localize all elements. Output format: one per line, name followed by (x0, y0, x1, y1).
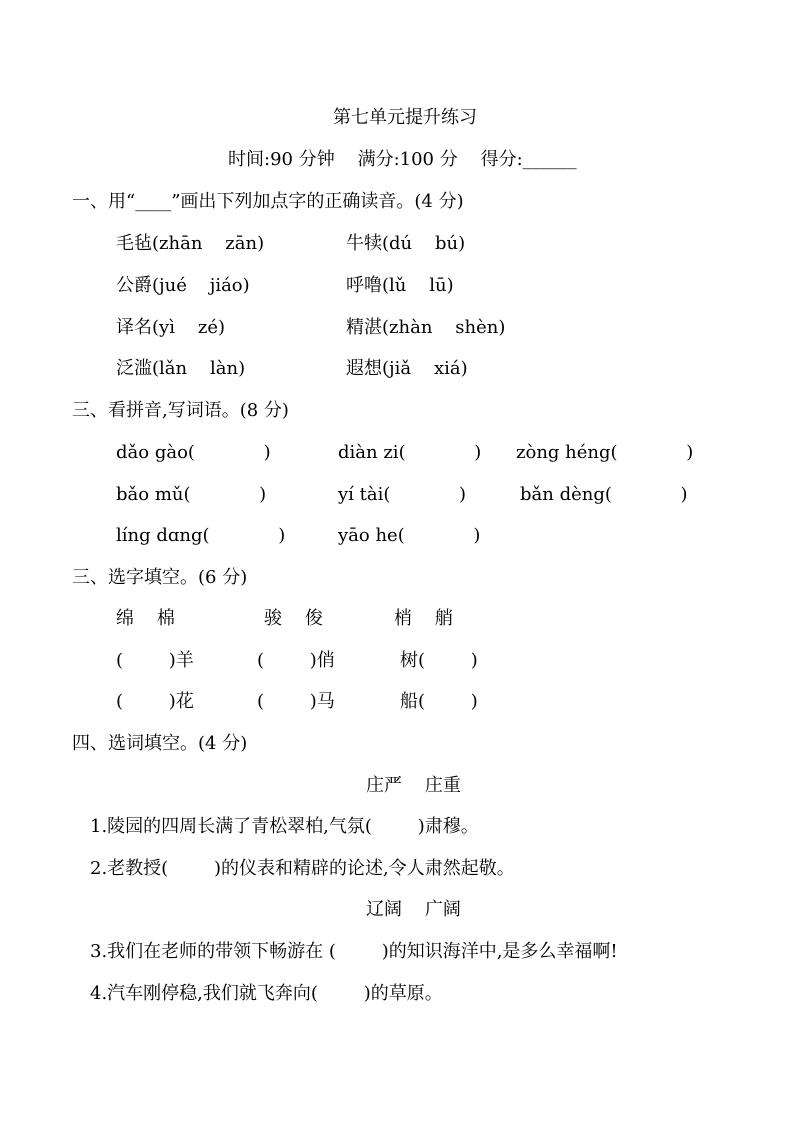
sentence-blank-1[interactable]: 1.陵园的四周长满了青松翠柏,气氛( )肃穆。 (90, 816, 479, 837)
character-pair: 梢 艄 (394, 608, 453, 629)
page-title: 第七单元提升练习 (333, 107, 477, 128)
pinyin-word-blank[interactable]: zòng héng( ) (516, 442, 694, 463)
pinyin-choice-item[interactable]: 呼噜(lǔ lū) (346, 275, 454, 296)
section-4-heading: 四、选词填空。(4 分) (72, 733, 248, 754)
pinyin-choice-item[interactable]: 毛毡(zhān zān) (116, 233, 265, 254)
sentence-blank-3[interactable]: 3.我们在老师的带领下畅游在 ( )的知识海洋中,是多么幸福啊! (90, 941, 618, 962)
pinyin-word-blank[interactable]: yāo he( ) (338, 525, 481, 546)
character-fill-blank[interactable]: ( )羊 (116, 650, 194, 671)
pinyin-choice-item[interactable]: 遐想(jiǎ xiá) (346, 358, 468, 379)
pinyin-choice-item[interactable]: 公爵(jué jiáo) (116, 275, 250, 296)
sentence-blank-2[interactable]: 2.老教授( )的仪表和精辟的论述,令人肃然起敬。 (90, 858, 515, 879)
character-fill-blank[interactable]: 船( ) (400, 691, 478, 712)
character-pair: 骏 俊 (264, 608, 323, 629)
section-2-heading: 三、看拼音,写词语。(8 分) (72, 400, 289, 421)
pinyin-word-blank[interactable]: yí tài( ) (338, 484, 467, 505)
exam-meta: 时间:90 分钟 满分:100 分 得分:______ (228, 149, 577, 170)
pinyin-word-blank[interactable]: dǎo gào( ) (116, 442, 271, 463)
word-choice-group-2: 辽阔 广阔 (366, 899, 461, 920)
character-pair: 绵 棉 (116, 608, 175, 629)
character-fill-blank[interactable]: 树( ) (400, 650, 478, 671)
character-fill-blank[interactable]: ( )俏 (257, 650, 335, 671)
pinyin-choice-item[interactable]: 牛犊(dú bú) (346, 233, 466, 254)
pinyin-word-blank[interactable]: bǎo mǔ( ) (116, 484, 267, 505)
sentence-blank-4[interactable]: 4.汽车刚停稳,我们就飞奔向( )的草原。 (90, 983, 443, 1004)
character-fill-blank[interactable]: ( )马 (257, 691, 335, 712)
pinyin-choice-item[interactable]: 译名(yì zé) (116, 317, 225, 338)
word-choice-group-1: 庄严 庄重 (366, 775, 461, 796)
section-3-heading: 三、选字填空。(6 分) (72, 567, 248, 588)
pinyin-word-blank[interactable]: líng dɑng( ) (116, 525, 286, 546)
pinyin-choice-item[interactable]: 精湛(zhàn shèn) (346, 317, 506, 338)
pinyin-word-blank[interactable]: diàn zi( ) (338, 442, 482, 463)
character-fill-blank[interactable]: ( )花 (116, 691, 194, 712)
pinyin-word-blank[interactable]: bǎn dèng( ) (520, 484, 688, 505)
pinyin-choice-item[interactable]: 泛滥(lǎn làn) (116, 358, 246, 379)
section-1-heading: 一、用“____”画出下列加点字的正确读音。(4 分) (72, 191, 464, 212)
